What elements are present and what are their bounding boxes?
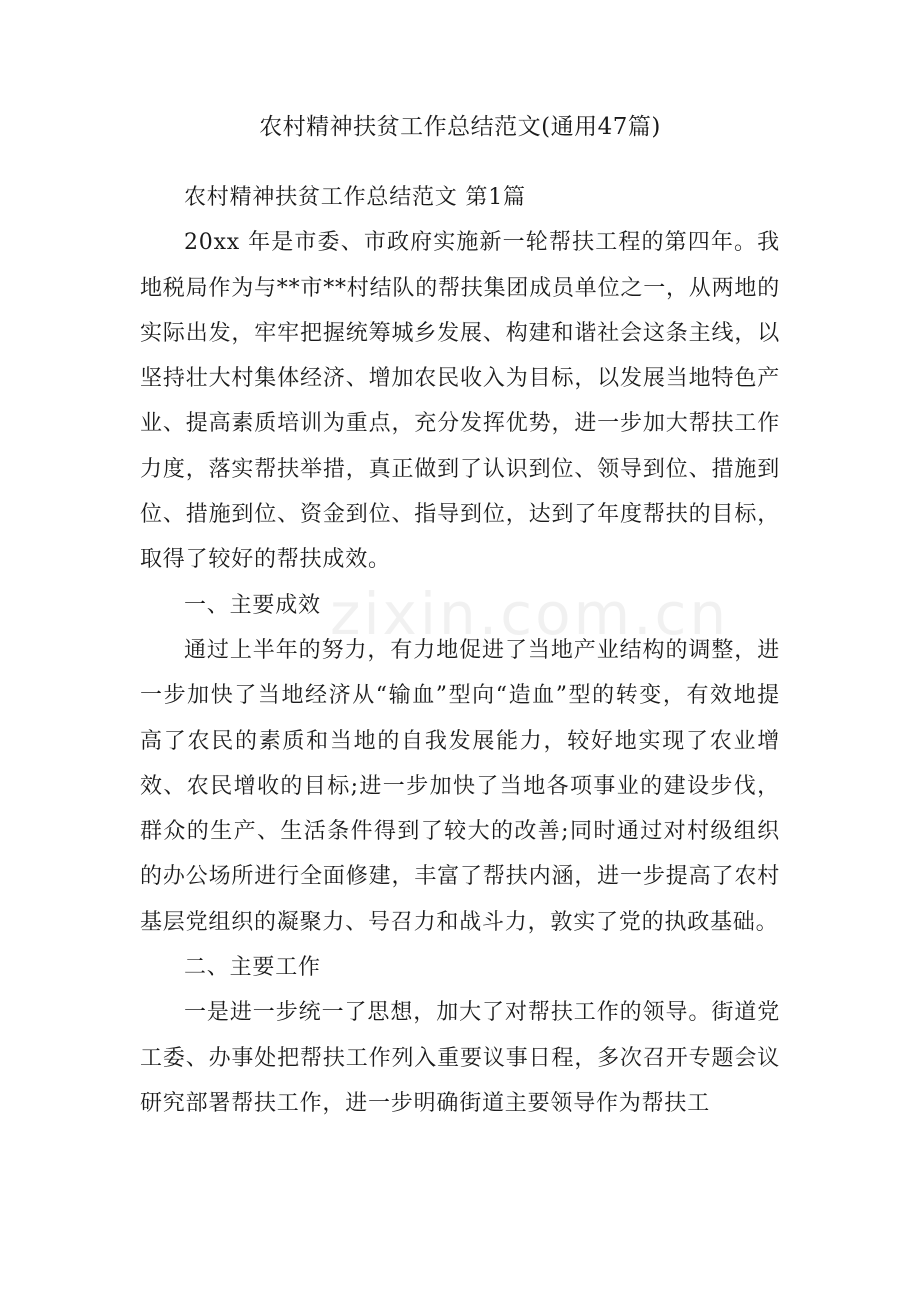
section-heading-results: 一、主要成效 — [184, 592, 321, 618]
paragraph-intro: 20xx 年是市委、市政府实施新一轮帮扶工程的第四年。我地税局作为与**市**村结队的帮扶集团成员单位之一，从两地的实际出发，牢牢把握统筹城乡发展、构建和谐社会这条主线，以坚持壮大村集体经济、增加农民收入为目标，以发展当地特色产业、提高素质培训为重点，充分发挥优势，进一步加大帮扶工作力度，落实帮扶举措，真正做到了认识到位、领导到位、措施到位、措施到位、资金到位、指导到位，达到了年度帮扶的目标，取得了较好的帮扶成效。 — [140, 230, 781, 573]
document-title: 农村精神扶贫工作总结范文(通用47篇) — [259, 114, 661, 140]
document-body — [140, 175, 780, 1126]
paragraph-results: 通过上半年的努力，有力地促进了当地产业结构的调整，进一步加快了当地经济从“输血”型向“造血”型的转变，有效地提高了农民的素质和当地的自我发展能力，较好地实现了农业增效、农民增收的目标;进一步加快了当地各项事业的建设步伐，群众的生产、生活条件得到了较大的改善;同时通过对村级组织的办公场所进行全面修建，丰富了帮扶内涵，进一步提高了农村基层党组织的凝聚力、号召力和战斗力，敦实了党的执政基础。 — [140, 637, 780, 935]
watermark: zixin.com.cn — [330, 580, 730, 648]
paragraph-work: 一是进一步统一了思想，加大了对帮扶工作的领导。街道党工委、办事处把帮扶工作列入重要议事日程，多次召开专题会议研究部署帮扶工作，进一步明确街道主要领导作为帮扶工 — [140, 1000, 780, 1116]
section-heading-chapter: 农村精神扶贫工作总结范文 第1篇 — [184, 185, 526, 210]
section-heading-work: 二、主要工作 — [184, 955, 321, 981]
